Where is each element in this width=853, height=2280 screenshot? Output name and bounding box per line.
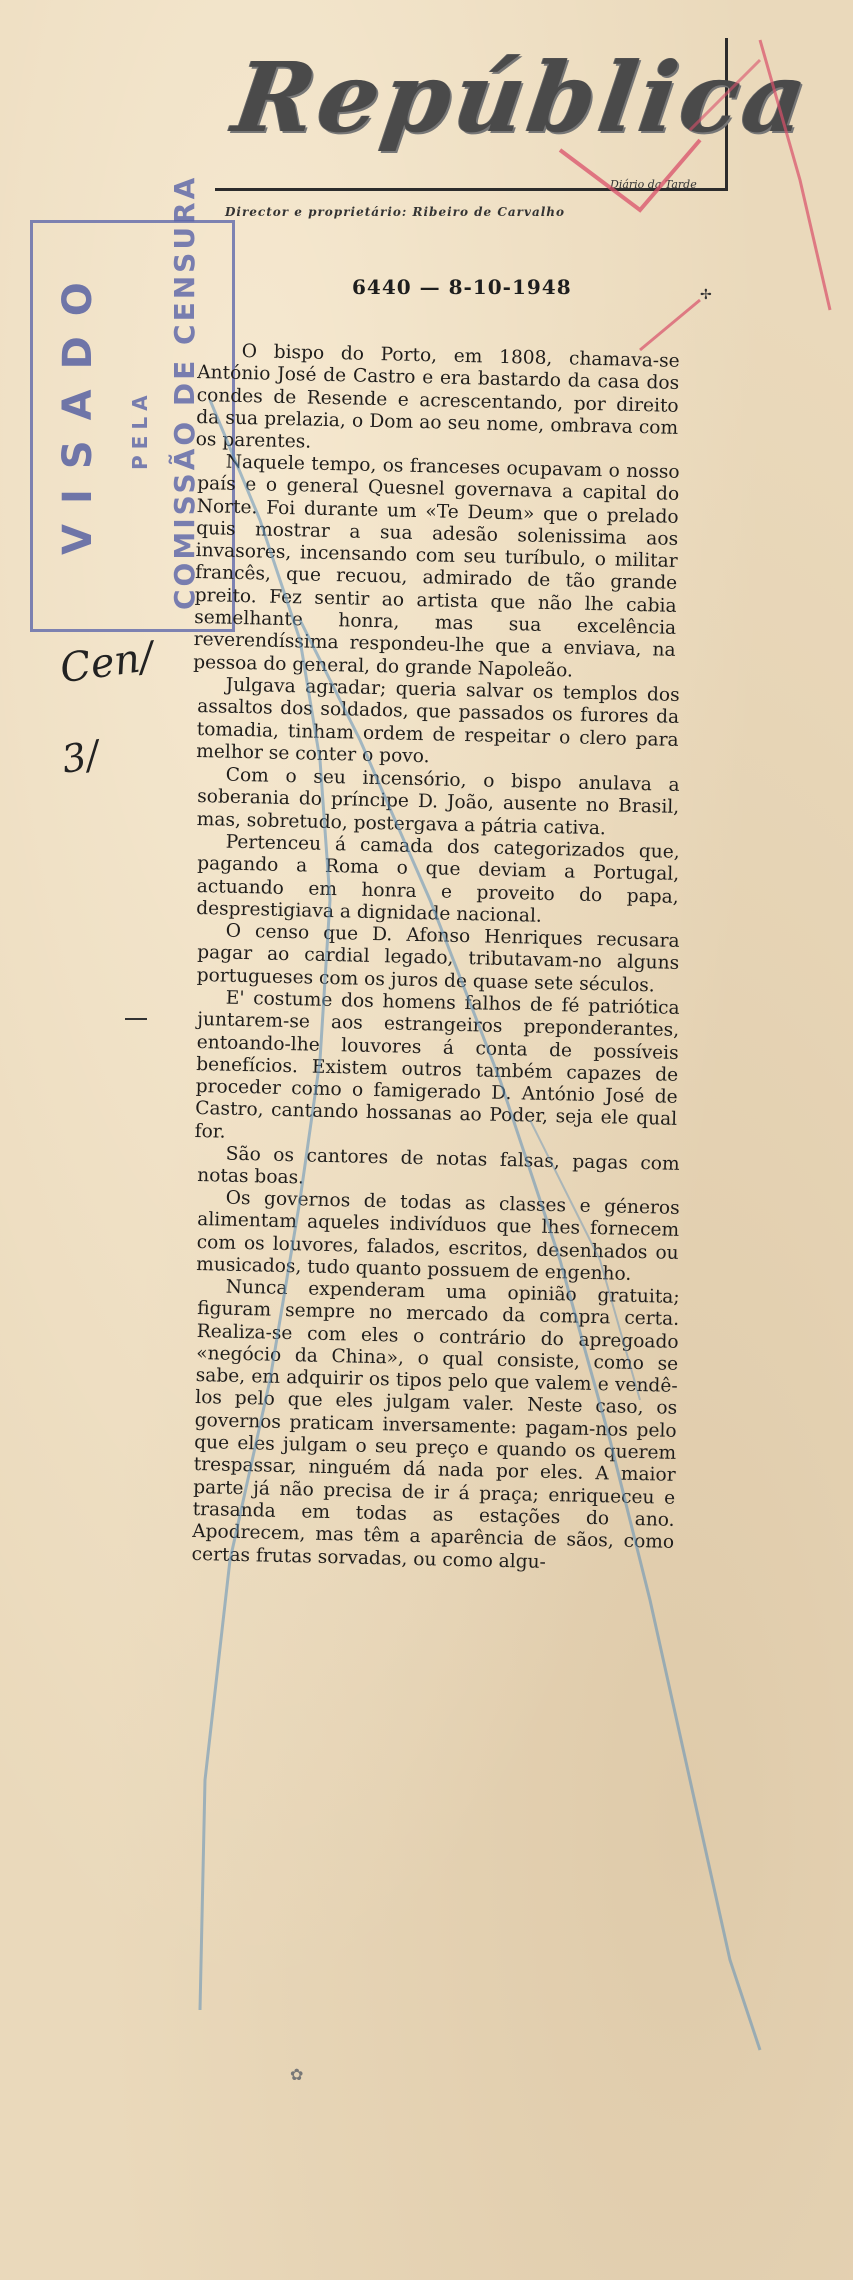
handwritten-note-number: 3/ <box>58 732 103 782</box>
issue-number-date: 6440 — 8-10-1948 <box>352 275 572 299</box>
article-paragraph: Com o seu incensório, o bispo anulava a soberania do príncipe D. João, ausente no Brasil, mas, sobretudo, postergava a pátria cativa. <box>196 764 680 839</box>
article-paragraph: Julgava agradar; queria salvar os templos dos assaltos dos soldados, que passados os furores da tomadia, tinham ordem de respeitar o clero para melhor se conter o povo. <box>196 675 680 768</box>
masthead-director-line: Director e proprietário: Ribeiro de Carvalho <box>225 205 566 219</box>
article-paragraph: Os governos de todas as classes e géneros alimentam aqueles indivíduos que lhes fornecem com os louvores, falados, escritos, desenhados ou musicados, tudo quanto possuem de engenho. <box>196 1187 680 1286</box>
article-paragraph: Nunca expenderam uma opinião gratuita; figuram sempre no mercado da compra certa. Realiza-se com eles o contrário do apregoado «negócio da China», o qual consiste, como se sabe, em adquirir os tipos pelo que valem e vendê-los pelo que eles julgam valer. Neste caso, os governos praticam inversamente: pagam-nos pelo que eles julgam o seu preço e quando os querem trespassar, ninguém dá nada por eles. A maior parte já não precisa de ir á praça; enriqueceu e trasanda em todas as estações do ano. Apodrecem, mas têm a aparência de sãos, como certas frutas sorvadas, ou como algu- <box>191 1277 680 1573</box>
bottom-mark: ✿ <box>290 2065 304 2084</box>
margin-dash <box>125 1018 147 1020</box>
newspaper-clipping: República Diário da Tarde Director e proprietário: Ribeiro de Carvalho 6440 — 8-10-1948 ✢ VISADO PELA COMISSÃO DE CENSURA Cen/ 3/ O bispo do Porto, em 1808, chamava-se António José de Castro e era bastardo da casa dos condes de Resende e acrescentando, por direito da sua prelazia, o Dom ao seu nome, ombrava com os parentes. Naquele tempo, os franceses ocupavam o nosso país e o general Quesnel governava a capital do Norte. Foi durante um «Te Deum» que o prelado quis mostrar a sua adesão solenissima aos invasores, incensando com seu turíbulo, o militar francês, que recuou, admirado de tão grande preito. Fez sentir ao artista que não lhe cabia semelhante honra, mas sua excelência reverendíssima respondeu-lhe que a enviava, na pessoa do general, do grande Napoleão. Julgava agradar; queria salvar os templos dos assaltos dos soldados, que passados os furores da tomadia, tinham ordem de respeitar o clero para melhor se conter o povo. Com o seu incensório, o bispo anulava a soberania do príncipe D. João, ausente no Brasil, mas, sobretudo, postergava a pátria cativa. Pertenceu á camada dos categorizados que, pagando a Roma o que deviam a Portugal, actuando em honra e proveito do papa, desprestigiava a dignidade nacional. O censo que D. Afonso Henriques recusara pagar ao cardial legado, tributavam-no alguns portugueses com os juros de quase sete séculos. E' costume dos homens falhos de fé patriótica juntarem-se aos estrangeiros preponderantes, entoando-lhe louvores á conta de possíveis benefícios. Existem outros também capazes de proceder como o famigerado D. António José de Castro, cantando hossanas ao Poder, seja ele qual for. São os cantores de notas falsas, pagas com notas boas. Os governos de todas as classes e géneros alimentam aqueles indivíduos que lhes fornecem com os louvores, falados, escritos, desenhados ou musicados, tudo quanto possuem de engenho. Nunca expenderam uma opinião gratuita; figuram sempre no mercado da compra certa. Realiza-se com eles o contrário do apregoado «negócio da China», o qual consiste, como se sabe, em adquirir os tipos pelo que valem e vendê-los pelo que eles julgam valer. Neste caso, os governos praticam inversamente: pagam-nos pelo que eles julgam o seu preço e quando os querem trespassar, ninguém dá nada por eles. A maior parte já não precisa de ir á praça; enriqueceu e trasanda em todas as estações do ano. Apodrecem, mas têm a aparência de sãos, como certas frutas sorvadas, ou como algu- ✿ <box>0 0 853 2280</box>
stamp-commission-text: COMISSÃO DE CENSURA <box>168 174 201 610</box>
article-paragraph: O censo que D. Afonso Henriques recusara pagar ao cardial legado, tributavam-no alguns portugueses com os juros de quase sete séculos. <box>196 920 680 996</box>
printer-mark: ✢ <box>700 287 712 303</box>
handwritten-note-cen: Cen/ <box>57 633 157 693</box>
masthead <box>215 38 818 191</box>
article-paragraph: Naquele tempo, os franceses ocupavam o nosso país e o general Quesnel governava a capital do Norte. Foi durante um «Te Deum» que o prelado quis mostrar a sua adesão solenissima aos invasores, incensando com seu turíbulo, o militar francês, que recuou, admirado de tão grande preito. Fez sentir ao artista que não lhe cabia semelhante honra, mas sua excelência reverendíssima respondeu-lhe que a enviava, na pessoa do general, do grande Napoleão. <box>192 452 680 682</box>
article-paragraph: São os cantores de notas falsas, pagas com notas boas. <box>197 1143 680 1189</box>
article-body <box>191 340 680 1573</box>
masthead-tagline: Diário da Tarde <box>610 178 697 191</box>
article-paragraph: Pertenceu á camada dos categorizados que, pagando a Roma o que deviam a Portugal, actuando em honra e proveito do papa, desprestigiava a dignidade nacional. <box>196 831 680 927</box>
article-paragraph: O bispo do Porto, em 1808, chamava-se António José de Castro e era bastardo da casa dos condes de Resende e acrescentando, por direito da sua prelazia, o Dom ao seu nome, ombrava com os parentes. <box>195 340 680 453</box>
newspaper-logo: República <box>227 41 818 154</box>
stamp-pela-text: PELA <box>128 389 152 470</box>
article-paragraph: E' costume dos homens falhos de fé patriótica juntarem-se aos estrangeiros preponderantes, entoando-lhe louvores á conta de possíveis benefícios. Existem outros também capazes de proceder como o famigerado D. António José de Castro, cantando hossanas ao Poder, seja ele qual for. <box>194 987 680 1143</box>
